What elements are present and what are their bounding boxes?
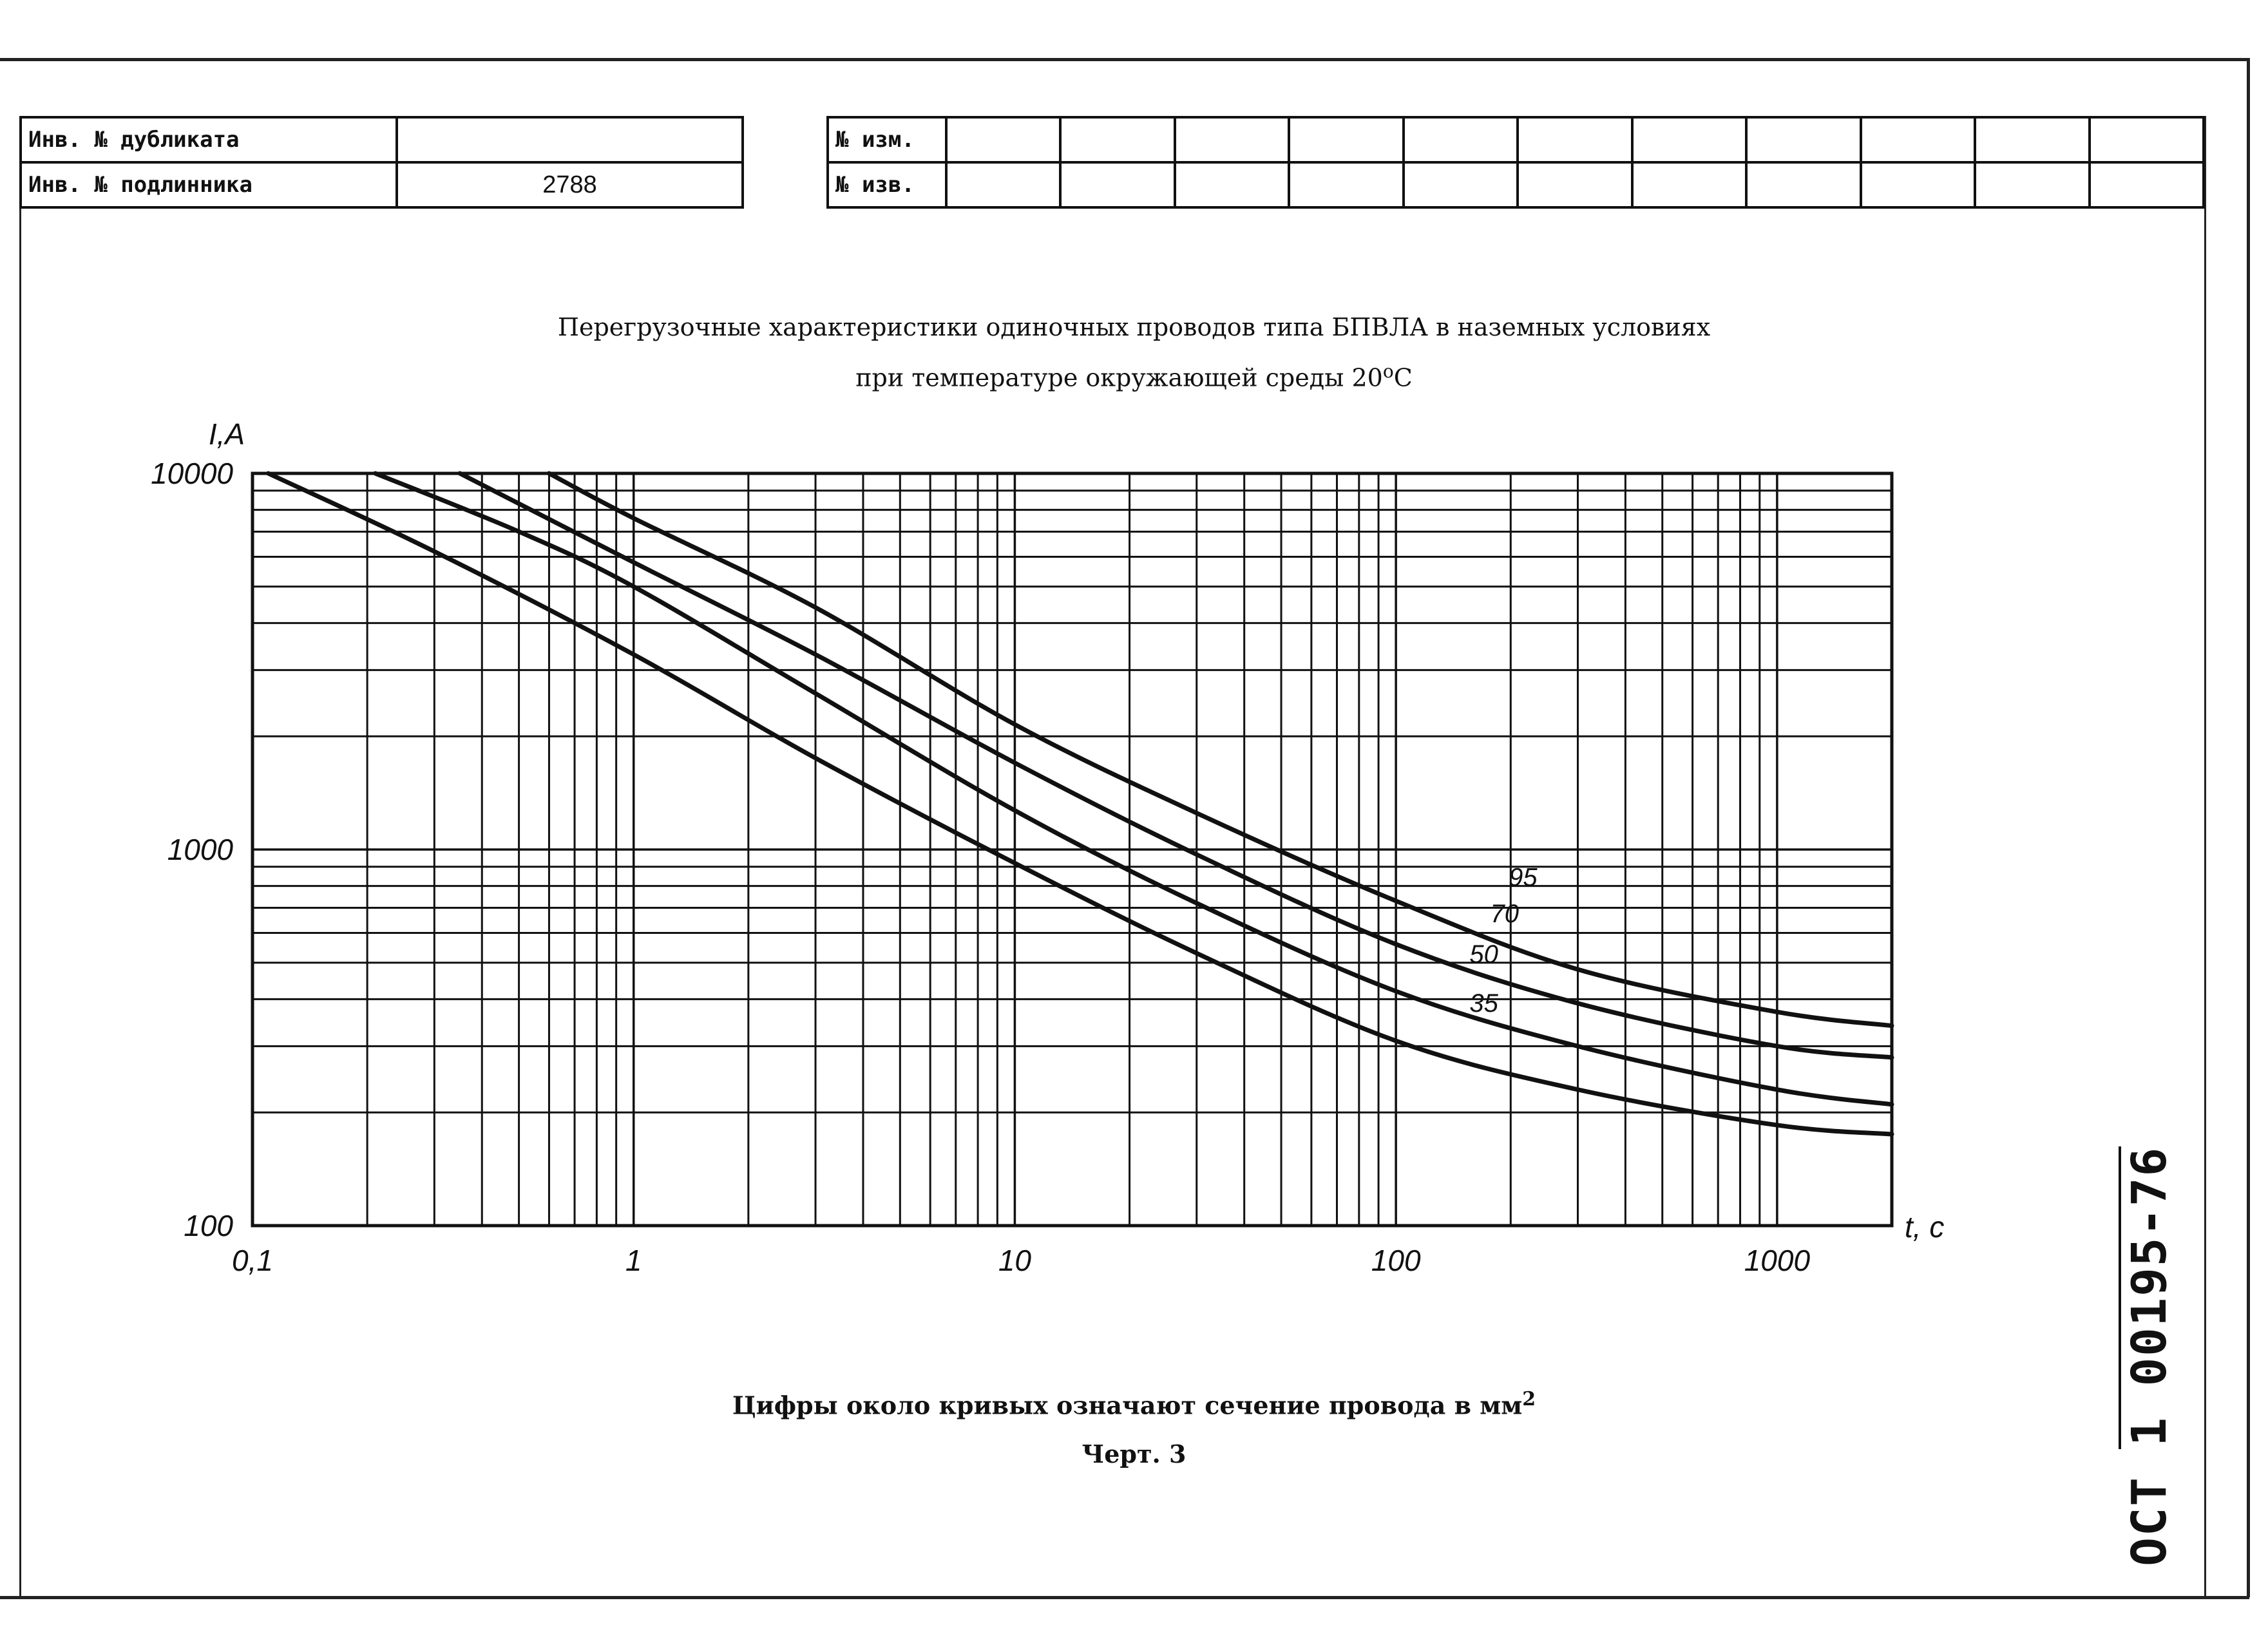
y-tick-label: 10000 [151, 457, 233, 490]
stamp-value-original: 2788 [397, 162, 743, 207]
x-tick-label: 1 [625, 1244, 642, 1277]
x-tick-label: 100 [1371, 1244, 1421, 1277]
degree-sign: o [1382, 361, 1394, 382]
stamp-label-duplicate: Инв. № дубликата [21, 117, 397, 162]
revision-label-notice: № изв. [828, 162, 946, 207]
stamp-label-original: Инв. № подлинника [21, 162, 397, 207]
chart-curves [268, 473, 1892, 1134]
figure-label: Черт. 3 [1082, 1439, 1186, 1468]
x-axis-title: t, c [1905, 1210, 1945, 1244]
series-line-35 [268, 473, 1892, 1134]
x-tick-label: 0,1 [232, 1244, 273, 1277]
curve-note-superscript: 2 [1522, 1388, 1536, 1410]
y-axis-title: I,A [208, 417, 245, 451]
y-tick-label: 1000 [167, 833, 233, 866]
series-line-50 [376, 473, 1892, 1105]
chart-grid [253, 473, 1892, 1226]
series-line-70 [460, 473, 1892, 1058]
document-code: ОСТ 1 00195-76 [2122, 1146, 2177, 1566]
curve-label-95: 95 [1509, 863, 1538, 892]
curve-note [0, 1388, 2268, 1420]
chart-subtitle-text: при температуре окружающей среды 20 [855, 363, 1383, 392]
document-code-rule [2119, 1146, 2121, 1449]
x-tick-label: 1000 [1744, 1244, 1811, 1277]
curve-label-70: 70 [1490, 900, 1520, 929]
curve-label-35: 35 [1469, 989, 1498, 1018]
chart-title: Перегрузочные характеристики одиночных проводов типа БПВЛА в наземных условиях [557, 313, 1711, 341]
curve-label-50: 50 [1469, 940, 1498, 969]
curve-note-text: Цифры около кривых означают сечение провода в мм [732, 1391, 1523, 1420]
chart-subtitle-unit: C [1393, 363, 1413, 392]
revision-label-change: № изм. [828, 117, 946, 162]
y-tick-label: 100 [184, 1209, 233, 1242]
x-tick-label: 10 [998, 1244, 1032, 1277]
